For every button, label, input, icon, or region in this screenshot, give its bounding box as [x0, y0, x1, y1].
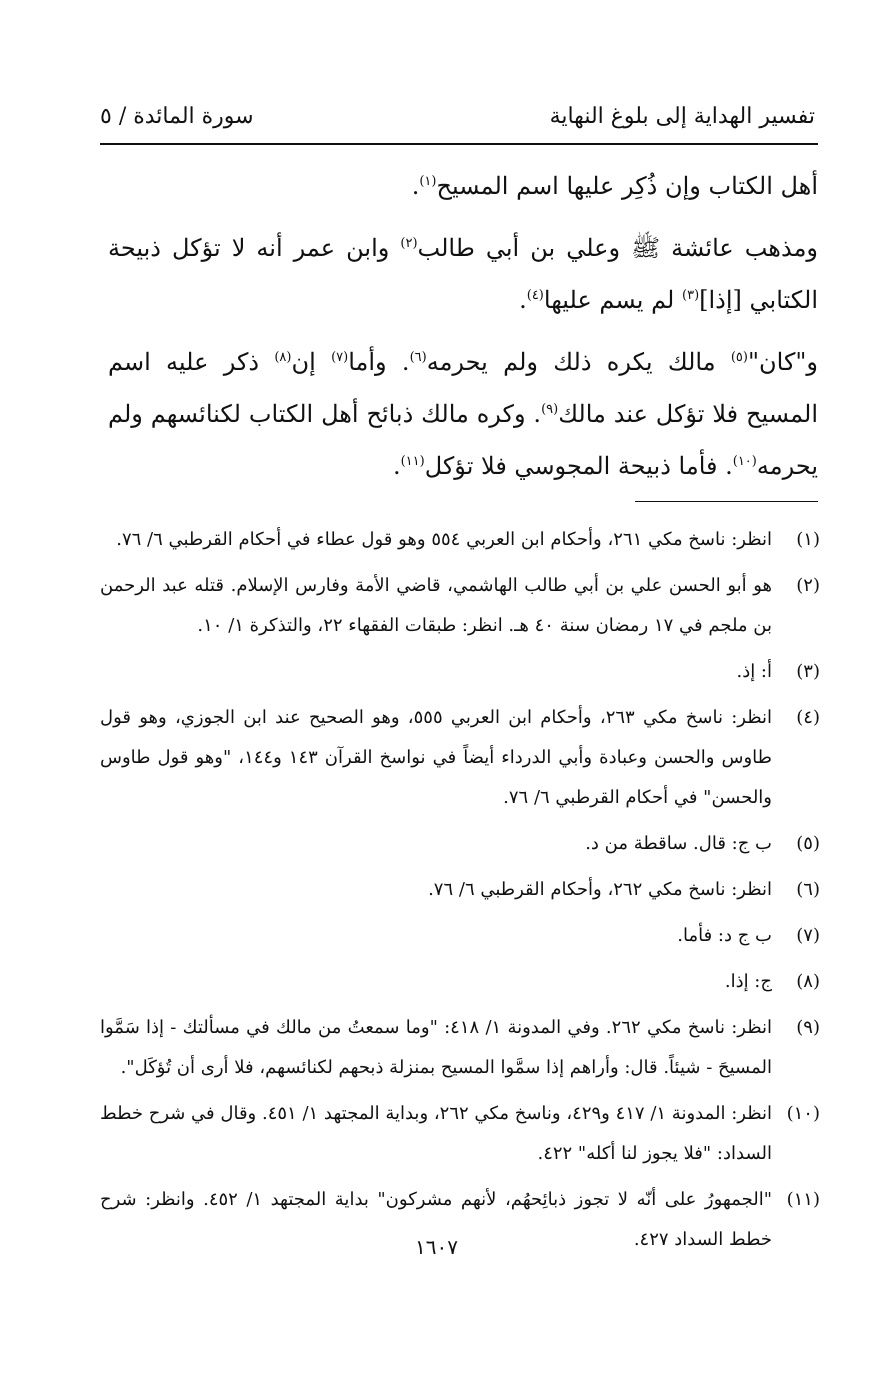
- footnote-number: (١٠): [786, 1103, 820, 1124]
- footnote-text: انظر: ناسخ مكي ٢٦١، وأحكام ابن العربي ٥٥٤ وهو قول عطاء في أحكام القرطبي ٦/ ٧٦.: [116, 529, 772, 550]
- page-number: ١٦٠٧: [415, 1235, 458, 1259]
- footnote-marker: (٢): [400, 236, 418, 251]
- running-header: [100, 96, 815, 136]
- footnote-marker: (١): [419, 174, 437, 189]
- footnote-item: [100, 962, 820, 1002]
- footnote-text: ب ج د: فأما.: [677, 925, 772, 946]
- footnote-number: (٨): [796, 971, 820, 992]
- text-run: ومذهب عائشة ﷺ وعلي بن أبي طالب: [417, 234, 819, 262]
- paragraph-3: [108, 336, 818, 492]
- header-divider: [100, 143, 818, 145]
- surah-label: سورة المائدة / ٥: [100, 103, 254, 129]
- footnote-item: [100, 1008, 820, 1088]
- footnotes: [100, 520, 820, 1266]
- text-run: .: [519, 286, 527, 314]
- footnote-number: (٩): [796, 1017, 820, 1038]
- footnote-marker: (٧): [331, 350, 349, 365]
- footnote-text: انظر: ناسخ مكي ٢٦٢، وأحكام القرطبي ٦/ ٧٦.: [428, 879, 772, 900]
- footnote-marker: (٩): [541, 402, 559, 417]
- footnote-number: (٧): [796, 925, 820, 946]
- footnote-marker: (٣): [682, 288, 700, 303]
- text-run: أهل الكتاب وإن ذُكِر عليها اسم المسيح: [436, 172, 818, 200]
- text-run: و"كان": [747, 348, 819, 376]
- footnote-item: [100, 698, 820, 818]
- paragraph-2: [108, 222, 818, 326]
- footnote-text: انظر: ناسخ مكي ٢٦٢. وفي المدونة ١/ ٤١٨: "وما سمعتُ من مالك في مسألتك - إذا سَمَّوا المسيحَ - شيئاً. قال: وأراهم إذا سمَّوا المسيح بمنزلة ذبحهم لكنائسهم، فلا أرى أن تُؤكَل".: [100, 1017, 772, 1078]
- text-run: . فأما ذبيحة المجوسي فلا تؤكل: [424, 452, 733, 480]
- footnote-text: هو أبو الحسن علي بن أبي طالب الهاشمي، قاضي الأمة وفارس الإسلام. قتله عبد الرحمن بن ملجم في ١٧ رمضان سنة ٤٠ هـ. انظر: طبقات الفقهاء ٢٢، والتذكرة ١/ ١٠.: [100, 575, 772, 636]
- footnote-text: أ: إذ.: [736, 661, 772, 682]
- main-text: [108, 160, 818, 502]
- footnote-number: (١): [796, 529, 820, 550]
- footnote-text: انظر: المدونة ١/ ٤١٧ و٤٢٩، وناسخ مكي ٢٦٢، وبداية المجتهد ١/ ٤٥١. وقال في شرح خطط السداد: "فلا يجوز لنا أكله" ٤٢٢.: [100, 1103, 772, 1164]
- paragraph-1: [108, 160, 818, 212]
- footnote-marker: (١٠): [732, 454, 757, 469]
- footnote-divider: [635, 501, 818, 502]
- footnote-number: (١١): [786, 1189, 820, 1210]
- footnote-item: [100, 652, 820, 692]
- footnote-item: [100, 566, 820, 646]
- footnote-marker: (٨): [274, 350, 292, 365]
- footnote-text: انظر: ناسخ مكي ٢٦٣، وأحكام ابن العربي ٥٥٥، وهو الصحيح عند ابن الجوزي، وهو قول طاوس والحسن وعبادة وأبي الدرداء أيضاً في نواسخ القرآن ١٤٣ و١٤٤، "وهو قول طاوس والحسن" في أحكام القرطبي ٦/ ٧٦.: [100, 707, 773, 808]
- footnote-number: (٢): [796, 575, 820, 596]
- text-run: إن: [291, 348, 332, 376]
- footnote-text: "الجمهورُ على أنّه لا تجوز ذبائِحهُم، لأنهم مشركون" بداية المجتهد ١/ ٤٥٢. وانظر: شرح خطط السداد ٤٢٧.: [100, 1189, 773, 1250]
- footnote-item: [100, 824, 820, 864]
- text-run: .: [392, 452, 401, 480]
- footnote-text: ب ج: قال. ساقطة من د.: [585, 833, 772, 854]
- footnote-item: [100, 520, 820, 560]
- footnote-marker: (٥): [730, 350, 748, 365]
- footnote-item: [100, 870, 820, 910]
- footnote-marker: (٦): [409, 350, 427, 365]
- text-run: مالك يكره ذلك ولم يحرمه: [426, 348, 731, 376]
- text-run: . وأما: [348, 348, 410, 376]
- text-run: .: [411, 172, 420, 200]
- text-run: وابن عمر أنه لا تؤكل ذبيحة الكتابي [إذا]: [108, 234, 818, 314]
- footnote-text: ج: إذا.: [724, 971, 772, 992]
- text-run: لم يسم عليها: [543, 286, 682, 314]
- text-run: ذكر عليه اسم المسيح فلا تؤكل عند مالك: [108, 348, 818, 428]
- footnote-number: (٣): [796, 661, 820, 682]
- footnote-item: [100, 1094, 820, 1174]
- footnote-marker: (٤): [526, 288, 544, 303]
- footnote-number: (٤): [796, 707, 820, 728]
- footnote-item: [100, 916, 820, 956]
- footnote-marker: (١١): [400, 454, 425, 469]
- footnote-number: (٥): [796, 833, 820, 854]
- book-title: تفسير الهداية إلى بلوغ النهاية: [549, 103, 815, 129]
- text-run: . وكره مالك ذبائح أهل الكتاب لكنائسهم ولم يحرمه: [108, 400, 818, 480]
- footnote-number: (٦): [796, 879, 820, 900]
